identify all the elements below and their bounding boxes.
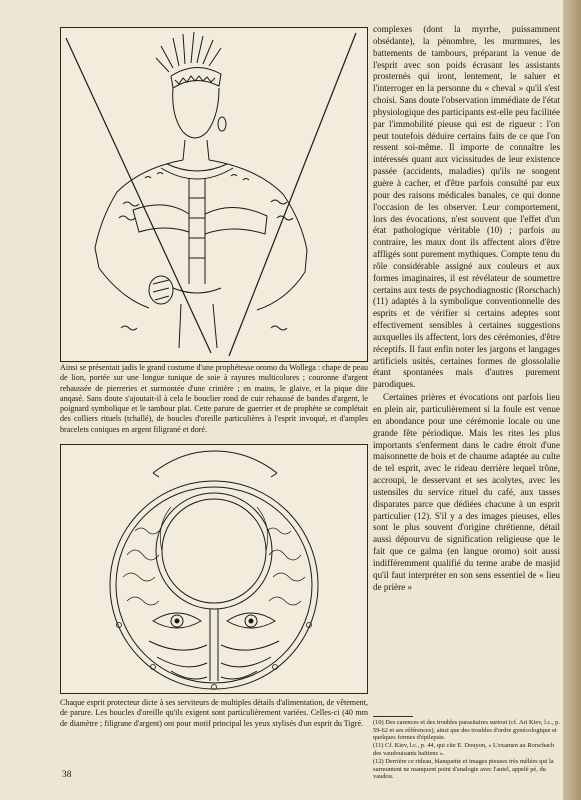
footnote: (12) Derrière ce rideau, blanquette et images pieuses très mêlées qui la surmontent ne manquent point d'analogie avec l'autel, appelé pé, du vaudou. [373,757,554,781]
footnote: (10) Des carences et des troubles parasitaires surtout (cf. Ari Kiev, l.c., p. 59-62 et ses références), ainsi que des troubles d'ordre gynécologique et quelques formes d'épilepsie. [373,719,560,742]
book-spine-edge [563,0,581,800]
figure-caption-prophetess: Ainsi se présentait jadis le grand costume d'une prophétesse oromo du Wollega : chape de peau de lion, portée sur une longue tunique de soie à rayures multicolores ; couronne d'argent rehaussée de pierreries et surmontée d'une crinière ; en mains, le glaive, et la pique dite anqasé. Sans doute s'ajoutait-il à cela le bouclier rond de cuir rehaussé de bandes d'argent, le poignard symbolique et le tambour plat. Cette parure de guerrier et de prophète se complétait des colliers rituels (tchallé), de boucles d'oreille particulières à l'esprit invoqué, et d'amples bracelets coniques en argent filigrané et doré. [60,363,368,434]
footnotes [373,719,560,781]
figure-earring-frame [60,444,368,694]
page-number: 38 [62,770,72,780]
line-drawing-prophetess [61,28,367,361]
footnote: (11) Cf. Kiev, l.c., p. 44, qui cite E. Douyon, « L'examen au Rorschach des vaudouisants haïtiens ». [373,742,555,757]
footnote-rule [373,716,413,717]
line-drawing-earring [61,445,367,693]
figure-prophetess-frame [60,27,368,362]
body-text-column [373,24,560,594]
body-paragraph: complexes (dont la myrrhe, puissamment obsédante), la pénombre, les murmures, les battements de tambours, préparant la venue de l'esprit avec son poids écrasant les assistants prosternés qui iront, lentement, le saluer et l'interroger en la personne du « cheval » qu'il s'est choisi. Sans doute l'observation immédiate de l'état physiologique des participants est-elle peu facilitée par l'immobilité pieuse qui est de rigueur : l'on peut toutefois déduire certains faits de ce que l'on ressent soi-même. Il importe de connaître les intéressés quant aux vicissitudes de leur existence passée (accidents, maladies) qu'ils ne songent guère à cacher, et d'être parfois consulté par eux pour des raisons médicales banales, ce qui donne l'occasion de les observer. Leur comportement, lors des évocations, n'est souvent que l'effet d'un état pathologique véritable (10) ; parfois au contraire, les maux dont ils affectent alors d'être affligés sont purement mythiques. Compte tenu du rôle considérable assigné aux couleurs et aux formes imaginaires, il est révélateur de soumettre certains aux tests de psychodiagnostic (Rorschach) (11) adaptés à la symbolique conventionnelle des esprits et de vérifier si certains adeptes sont effectivement sensibles à certaines suggestions auxquelles ils affectent, lors des cérémonies, d'être réceptifs. Il faut enfin noter les jargons et langages artificiels usités, certaines formes de glossolalie étant spontanées mais d'autres purement parodiques. [373,24,560,390]
figure-caption-earring: Chaque esprit protecteur dicte à ses serviteurs de multiples détails d'alimentation, de vêtement, de parure. Les boucles d'oreille qu'ils exigent sont particulièrement variées. Celles-ci (40 mm de diamètre ; filigrane d'argent) ont pour motif principal les yeux stylisés d'un esprit du Tigré. [60,698,368,728]
body-paragraph: Certaines prières et évocations ont parfois lieu en plein air, particulièrement si la foule est venue en abondance pour une cérémonie locale ou une grande fête périodique. Mais les rites les plus importants s'enferment dans le cadre étroit d'une maisonnette de bois et de chaume adaptée au culte de tel esprit, avec le rideau derrière lequel trône, accroupi, le desservant et ses acolytes, avec les ustensiles du service rituel du café, aux tasses disparates parce que dédiées chacune à un esprit particulier (12). S'il y a des images pieuses, elles sont le plus souvent d'origine chrétienne, détail aussi dépourvu de signification religieuse que le fait que ce galma (en langue oromo) soit aussi indifféremment qualifié du terme arabe de masjid qu'il faut interpréter en son sens essentiel de « lieu de prière » [373,392,560,592]
